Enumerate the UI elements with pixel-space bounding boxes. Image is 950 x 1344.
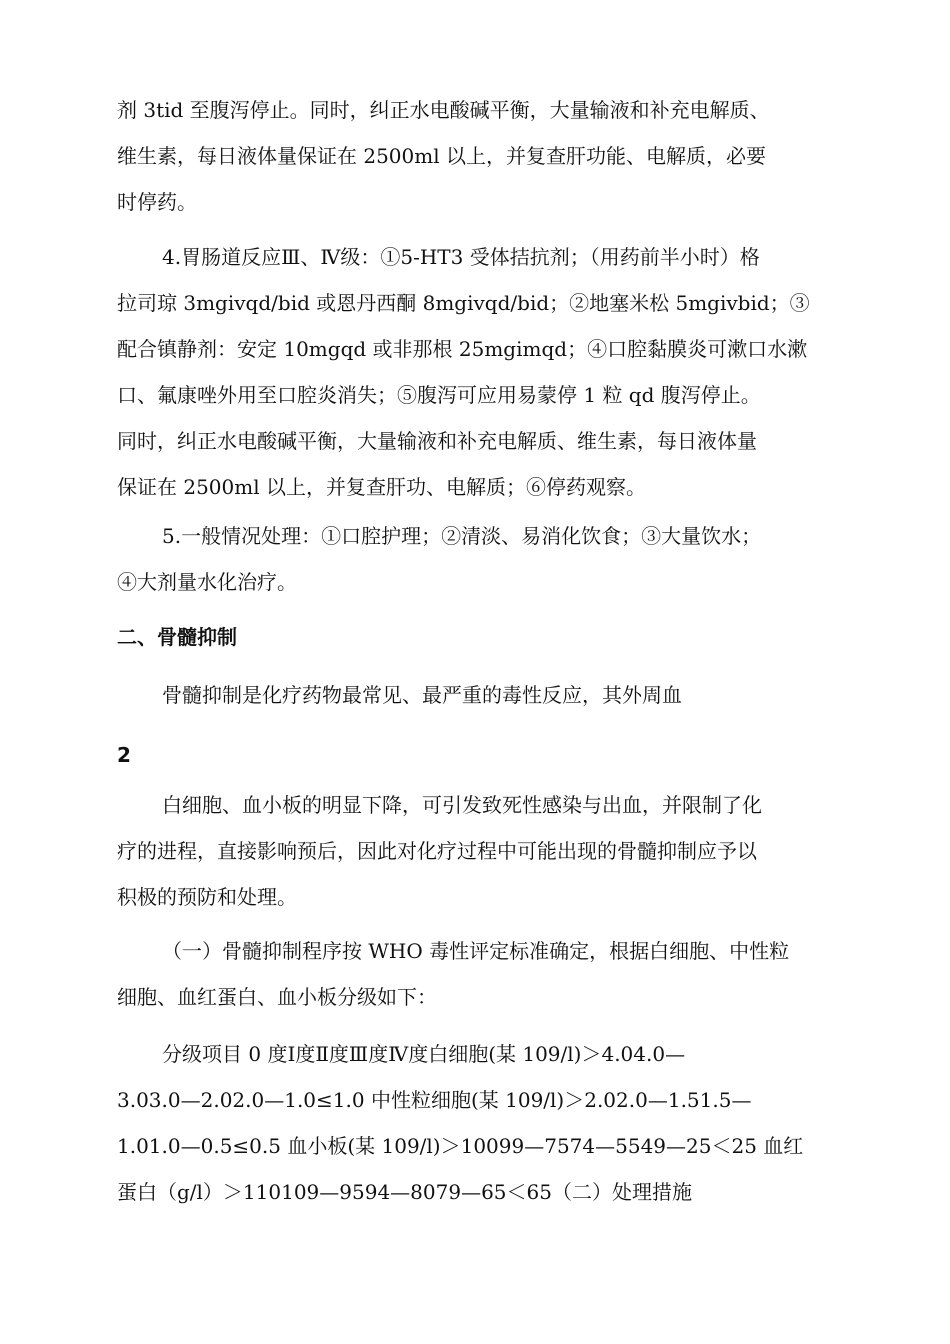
page-number: 2	[117, 743, 131, 767]
paragraph-who-grading	[117, 928, 839, 1020]
text-line: 剂 3tid 至腹泻停止。同时，纠正水电酸碱平衡，大量输液和补充电解质、	[117, 98, 770, 122]
text-line: 口、氟康唑外用至口腔炎消失；⑤腹泻可应用易蒙停 1 粒 qd 腹泻停止。	[117, 383, 761, 407]
paragraph-gi-reaction-grade-3-4	[117, 234, 839, 510]
text-line: 白细胞、血小板的明显下降，可引发致死性感染与出血，并限制了化	[162, 793, 762, 817]
text-line: 拉司琼 3mgivqd/bid 或恩丹西酮 8mgivqd/bid；②地塞米松 5mgivbid；③	[117, 291, 810, 315]
text-line: 积极的预防和处理。	[117, 885, 297, 909]
text-line: 维生素，每日液体量保证在 2500ml 以上，并复查肝功能、电解质，必要	[117, 144, 766, 168]
text-line: 蛋白（g/l）＞110109—9594—8079—65＜65（二）处理措施	[117, 1180, 692, 1204]
paragraph-diarrhea-continuation	[117, 87, 839, 225]
paragraph-general-treatment	[117, 513, 839, 605]
text-line: 1.01.0—0.5≤0.5 血小板(某 109/l)＞10099—7574—5549—25＜25 血红	[117, 1134, 804, 1158]
text-line: 细胞、血红蛋白、血小板分级如下：	[117, 985, 437, 1009]
paragraph-bone-marrow-intro	[117, 672, 839, 718]
text-line: ④大剂量水化治疗。	[117, 570, 297, 594]
text-line: 保证在 2500ml 以上，并复查肝功、电解质；⑥停药观察。	[117, 475, 646, 499]
text-line: 骨髓抑制是化疗药物最常见、最严重的毒性反应，其外周血	[162, 683, 682, 707]
text-line: 时停药。	[117, 190, 197, 214]
text-line: 4.胃肠道反应Ⅲ、Ⅳ级：①5-HT3 受体拮抗剂；（用药前半小时）格	[162, 245, 760, 269]
paragraph-bone-marrow-effects	[117, 782, 839, 920]
text-line: 3.03.0—2.02.0—1.0≤1.0 中性粒细胞(某 109/l)＞2.02.0—1.51.5—	[117, 1088, 752, 1112]
paragraph-grading-table-text	[117, 1031, 839, 1215]
text-line: 配合镇静剂：安定 10mgqd 或非那根 25mgimqd；④口腔黏膜炎可漱口水漱	[117, 337, 808, 361]
text-line: （一）骨髓抑制程序按 WHO 毒性评定标准确定，根据白细胞、中性粒	[162, 939, 790, 963]
section-heading: 二、骨髓抑制	[117, 625, 237, 649]
text-line: 5.一般情况处理：①口腔护理；②清淡、易消化饮食；③大量饮水；	[162, 524, 762, 548]
text-line: 同时，纠正水电酸碱平衡，大量输液和补充电解质、维生素，每日液体量	[117, 429, 757, 453]
text-line: 分级项目 0 度Ⅰ度Ⅱ度Ⅲ度Ⅳ度白细胞(某 109/l)＞4.04.0—	[162, 1042, 686, 1066]
text-line: 疗的进程，直接影响预后，因此对化疗过程中可能出现的骨髓抑制应予以	[117, 839, 757, 863]
